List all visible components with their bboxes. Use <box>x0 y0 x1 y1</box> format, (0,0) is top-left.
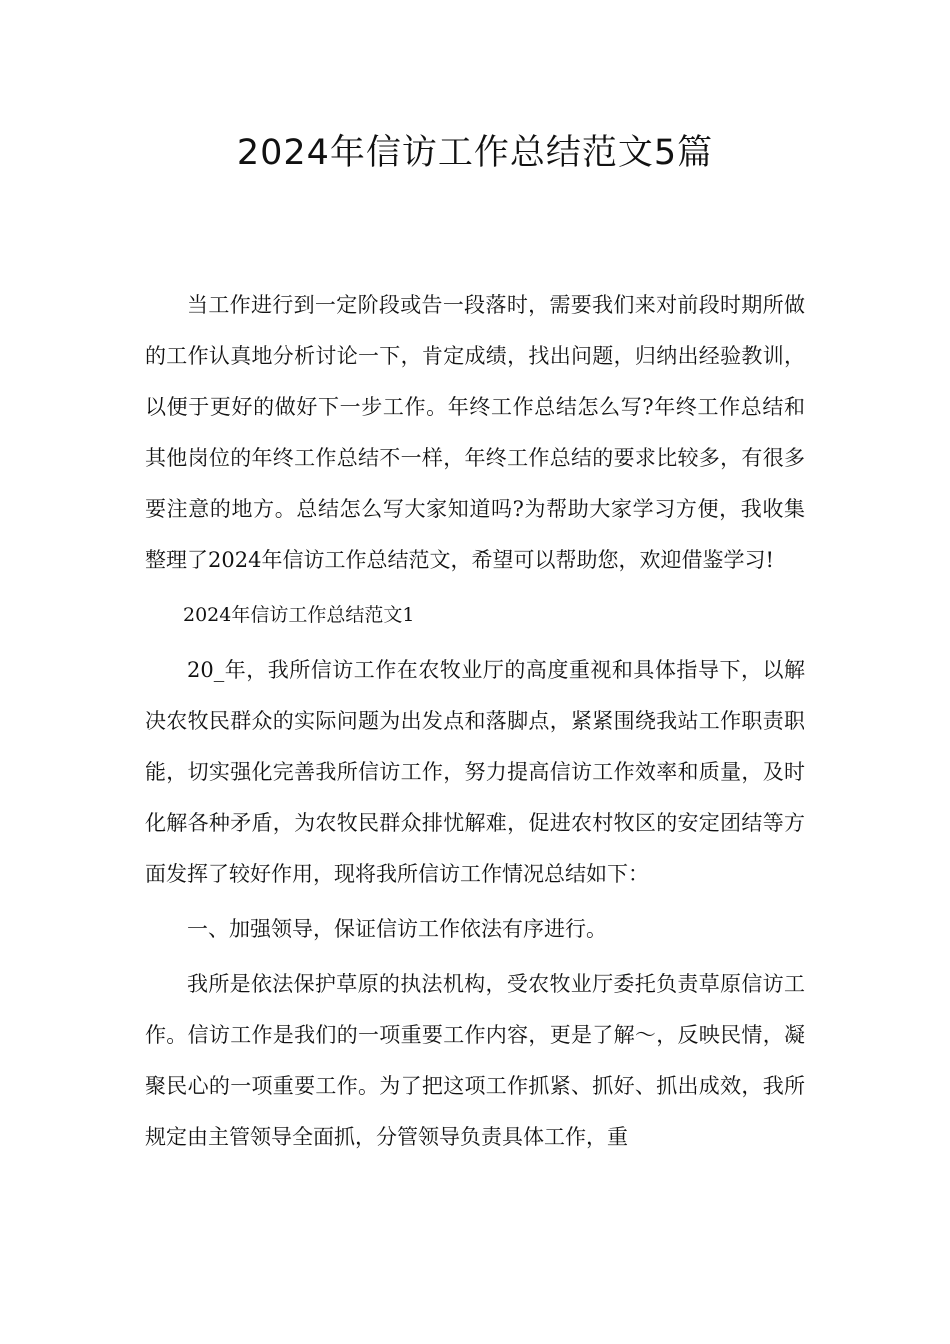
sample-1-opening-paragraph: 20_年，我所信访工作在农牧业厅的高度重视和具体指导下，以解决农牧民群众的实际问题为出发点和落脚点，紧紧围绕我站工作职责职能，切实强化完善我所信访工作，努力提高信访工作效率和质量，及时化解各种矛盾，为农牧民群众排忧解难，促进农村牧区的安定团结等方面发挥了较好作用，现将我所信访工作情况总结如下： <box>145 658 805 886</box>
subheading-strengthen-leadership: 一、加强领导，保证信访工作依法有序进行。 <box>187 917 607 941</box>
leadership-paragraph: 我所是依法保护草原的执法机构，受农牧业厅委托负责草原信访工作。信访工作是我们的一项重要工作内容，更是了解～，反映民情，凝聚民心的一项重要工作。为了把这项工作抓紧、抓好、抓出成效，我所规定由主管领导全面抓，分管领导负责具体工作，重 <box>145 972 805 1149</box>
document-body <box>145 280 805 1167</box>
intro-paragraph: 当工作进行到一定阶段或告一段落时，需要我们来对前段时期所做的工作认真地分析讨论一下，肯定成绩，找出问题，归纳出经验教训，以便于更好的做好下一步工作。年终工作总结怎么写?年终工作总结和其他岗位的年终工作总结不一样，年终工作总结的要求比较多，有很多要注意的地方。总结怎么写大家知道吗?为帮助大家学习方便，我收集整理了2024年信访工作总结范文，希望可以帮助您，欢迎借鉴学习! <box>145 293 805 572</box>
section-title-sample-1: 2024年信访工作总结范文1 <box>183 604 415 626</box>
document-title: 2024年信访工作总结范文5篇 <box>236 133 714 173</box>
